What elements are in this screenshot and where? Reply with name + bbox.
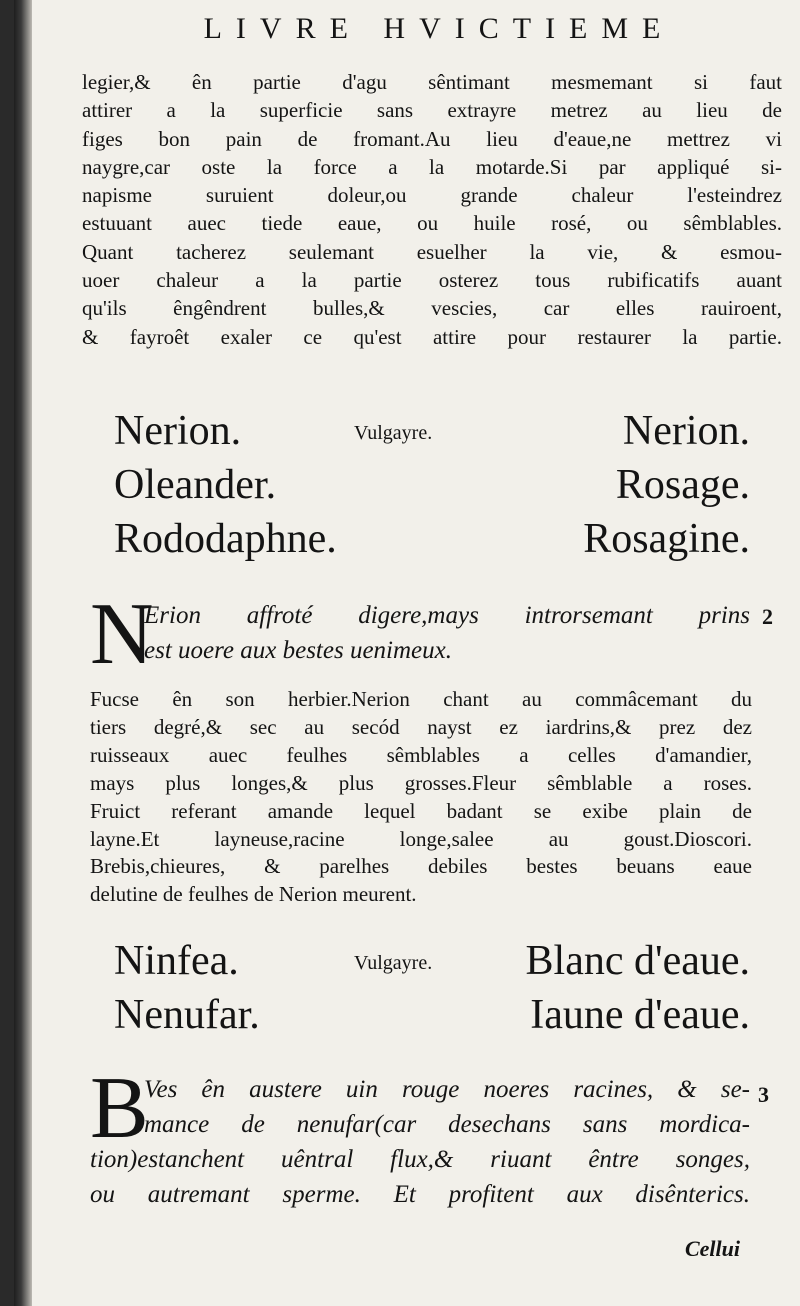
text-line: ou autremant sperme. Et profitent aux disênterics.: [90, 1181, 750, 1208]
text-line: Quant tacherez seulemant esuelher la vie, & esmou-: [82, 239, 782, 264]
text-line: naygre,car oste la force a la motarde.Si par appliqué si-: [82, 154, 782, 179]
text-line: tion)estanchent uêntral flux,& riuant êntre songes,: [90, 1146, 750, 1173]
text-line: Erion affroté digere,mays introrsemant prins: [144, 602, 750, 629]
synonym-row: [114, 458, 750, 512]
vulgar-name: Rosage.: [615, 462, 750, 508]
text-line: ruisseaux auec feulhes sêmblables a celles d'amandier,: [90, 742, 752, 767]
vulgar-name: Iaune d'eaue.: [530, 992, 750, 1038]
vulgar-name: Nerion.: [622, 408, 750, 454]
margin-number: 3: [758, 1082, 769, 1107]
text-line: tiers degré,& sec au secód nayst ez iardrins,& prez dez: [90, 714, 752, 739]
text-line: Fruict referant amande lequel badant se exibe plain de: [90, 798, 752, 823]
text-line: delutine de feulhes de Nerion meurent.: [90, 882, 417, 907]
book-page: [14, 0, 800, 1306]
paragraph-top: [82, 68, 782, 351]
latin-name: Rododaphne.: [114, 516, 337, 562]
paragraph-mid: [90, 686, 752, 909]
synonym-row: [114, 988, 750, 1042]
text-line: attirer a la superficie sans extrayre metrez au lieu de: [82, 98, 782, 123]
synonyms-nerion: [114, 404, 750, 566]
latin-name: Ninfea.: [114, 938, 239, 984]
vulgar-name: Blanc d'eaue.: [525, 938, 750, 984]
text-line: uoer chaleur a la partie osterez tous rubificatifs auant: [82, 268, 782, 293]
page-gutter-shadow: [14, 0, 32, 1306]
entry-nerion: [90, 586, 750, 683]
vulgar-name: Rosagine.: [583, 516, 750, 562]
text-line: & fayroêt exaler ce qu'est attire pour restaurer la partie.: [82, 324, 782, 349]
vulgar-label: Vulgayre.: [354, 422, 433, 444]
synonym-row: [114, 934, 750, 988]
catchword: Cellui: [684, 1236, 740, 1261]
text-line: qu'ils êngêndrent bulles,& vescies, car elles rauiroent,: [82, 296, 782, 321]
latin-name: Nerion.: [114, 408, 242, 454]
synonyms-ninfea: [114, 934, 750, 1042]
text-line: mays plus longes,& plus grosses.Fleur sêmblable a roses.: [90, 770, 752, 795]
text-line: Brebis,chieures, & parelhes debiles bestes beuans eaue: [90, 854, 752, 879]
margin-number: 2: [762, 604, 773, 629]
latin-name: Oleander.: [114, 462, 277, 508]
drop-capital: N: [90, 586, 154, 683]
synonym-row: [114, 404, 750, 458]
entry-nenufar: [90, 1060, 750, 1212]
text-line: estuuant auec tiede eaue, ou huile rosé, ou sêmblables.: [82, 211, 782, 236]
text-line: napisme suruient doleur,ou grande chaleur l'esteindrez: [82, 183, 782, 208]
running-head: LIVRE HVICTIEME: [203, 12, 675, 45]
text-line: mance de nenufar(car desechans sans mordica-: [144, 1111, 750, 1138]
text-line: legier,& ên partie d'agu sêntimant mesmemant si faut: [82, 70, 782, 94]
text-line: est uoere aux bestes uenimeux.: [144, 637, 452, 664]
entry-lead-text: [144, 598, 750, 668]
entry-lead-text: [90, 1072, 750, 1212]
synonym-row: [114, 512, 750, 566]
latin-name: Nenufar.: [114, 992, 260, 1038]
text-line: Ves ên austere uin rouge noeres racines, & se-: [144, 1076, 750, 1103]
text-line: figes bon pain de fromant.Au lieu d'eaue,ne mettrez vi: [82, 126, 782, 151]
text-line: layne.Et layneuse,racine longe,salee au goust.Dioscori.: [90, 826, 752, 851]
drop-capital: B: [90, 1060, 149, 1157]
text-line: Fucse ên son herbier.Nerion chant au commâcemant du: [90, 687, 752, 711]
vulgar-label: Vulgayre.: [354, 952, 433, 974]
